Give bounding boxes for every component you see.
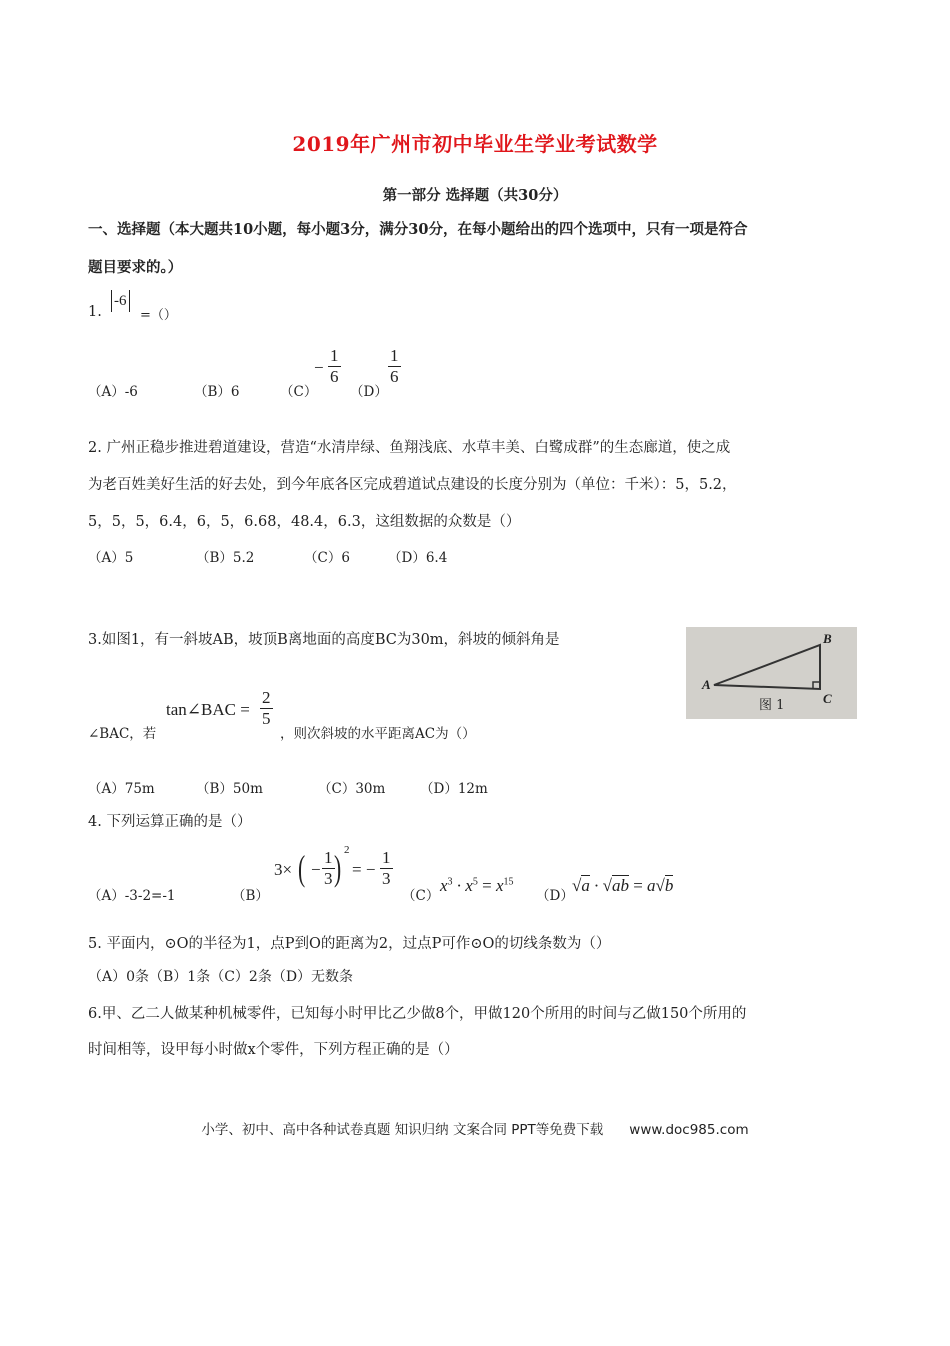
q2-line2: 为老百姓美好生活的好去处，到今年底各区完成碧道试点建设的长度分别为（单位：千米）：5，5.2，	[88, 477, 737, 493]
q2-option-b: （B）5.2	[196, 550, 255, 566]
q4-option-b-right-paren: )	[334, 848, 342, 888]
q6-line2: 时间相等，设甲每小时做x个零件，下列方程正确的是（）	[88, 1042, 459, 1058]
exam-title: 2019年广州市初中毕业生学业考试数学	[292, 132, 658, 156]
page-footer	[0, 1118, 950, 1138]
q4-option-b-numerator: 1	[324, 848, 333, 867]
q4-option-b-exponent: 2	[344, 844, 350, 856]
q1-option-c-numerator: 1	[330, 346, 339, 365]
q4-option-b-denominator: 3	[324, 869, 333, 888]
q4-option-a: （A）-3-2=-1	[88, 888, 176, 904]
footer-text: 小学、初中、高中各种试卷真题 知识归纳 文案合同 PPT等免费下载	[201, 1122, 604, 1138]
q4-option-b-fraction	[322, 848, 335, 889]
section-instructions-line1: 一、选择题（本大题共10小题，每小题3分，满分30分，在每小题给出的四个选项中，只有一项是符合	[88, 221, 748, 238]
q4-option-b-left-paren: (	[298, 848, 306, 888]
q2-option-a: （A）5	[88, 550, 134, 566]
footer-url[interactable]: www.doc985.com	[629, 1122, 749, 1138]
q5-options: （A）0条（B）1条（C）2条（D）无数条	[88, 969, 354, 985]
q2-option-d: （D）6.4	[388, 550, 448, 566]
q1-option-d-numerator: 1	[390, 346, 399, 365]
slope-triangle-diagram	[686, 627, 857, 719]
q3-tan-denominator: 5	[262, 709, 271, 728]
q6-line1: 6.甲、乙二人做某种机械零件，已知每小时甲比乙少做8个，甲做120个所用的时间与乙做150个所用的	[88, 1006, 747, 1022]
q3-tan-numerator: 2	[262, 688, 271, 707]
q4-option-b-rhs-numerator: 1	[382, 848, 391, 867]
figure-label-c: C	[823, 691, 832, 706]
q3-tan-label: tan∠BAC =	[166, 700, 250, 719]
q3-tan-fraction	[260, 688, 273, 729]
q4-option-b-equals: = −	[352, 860, 376, 879]
q1-option-a: （A）-6	[88, 384, 138, 400]
q4-option-b-rhs-denominator: 3	[382, 869, 391, 888]
q1-option-c-sign: −	[314, 358, 324, 377]
q4-option-c-label: （C）	[402, 888, 440, 904]
q1-option-c-denominator: 6	[330, 367, 339, 386]
q3-line1: 3.如图1，有一斜坡AB，坡顶B离地面的高度BC为30m，斜坡的倾斜角是	[88, 632, 560, 648]
part-heading: 第一部分 选择题（共30分）	[382, 187, 568, 204]
section-instructions-line2: 题目要求的。）	[88, 259, 183, 276]
q1-suffix: =（）	[140, 308, 177, 323]
q4-option-b-label: （B）	[232, 888, 269, 904]
q3-option-c: （C）30m	[318, 781, 386, 797]
q2-line3: 5，5，5，6.4，6，5，6.68，48.4，6.3，这组数据的众数是（）	[88, 514, 521, 530]
q4-stem: 4. 下列运算正确的是（）	[88, 814, 252, 830]
q3-line2-suffix: ，则次斜坡的水平距离AC为（）	[280, 726, 476, 742]
figure-label-a: A	[702, 677, 711, 692]
q3-option-d: （D）12m	[420, 781, 488, 797]
q2-line1: 2. 广州正稳步推进碧道建设，营造“水清岸绿、鱼翔浅底、水草丰美、白鹭成群”的生态廊道，使之成	[88, 440, 731, 456]
q4-option-c-expression: $x^3 \cdot x^5 = x^{15}$	[440, 876, 514, 895]
figure-caption: 图 1	[759, 698, 785, 713]
q1-option-d-label: （D）	[350, 384, 388, 400]
q1-number: 1.	[88, 304, 102, 320]
figure-1-slope	[686, 627, 857, 719]
q1-option-d-denominator: 6	[390, 367, 399, 386]
q3-option-b: （B）50m	[196, 781, 263, 797]
q4-option-d-label: （D）	[536, 888, 574, 904]
q1-option-b: （B）6	[194, 384, 240, 400]
q1-abs-value: -6	[111, 290, 130, 312]
q3-option-a: （A）75m	[88, 781, 155, 797]
q5-stem: 5. 平面内，⊙O的半径为1，点P到O的距离为2，过点P可作⊙O的切线条数为（）	[88, 936, 611, 952]
q4-option-d-expression: √a · √ab = a√b	[572, 876, 674, 895]
q1-option-c-label: （C）	[280, 384, 318, 400]
q4-option-b-lead: 3×	[274, 860, 293, 879]
q3-line2-prefix: ∠BAC，若	[88, 726, 157, 742]
figure-label-b: B	[823, 631, 832, 646]
q4-option-b-minus: −	[311, 860, 321, 879]
q1-option-c-fraction	[328, 346, 341, 387]
q4-option-b-rhs-fraction	[380, 848, 393, 889]
q1-option-d-fraction	[388, 346, 401, 387]
q2-option-c: （C）6	[304, 550, 350, 566]
